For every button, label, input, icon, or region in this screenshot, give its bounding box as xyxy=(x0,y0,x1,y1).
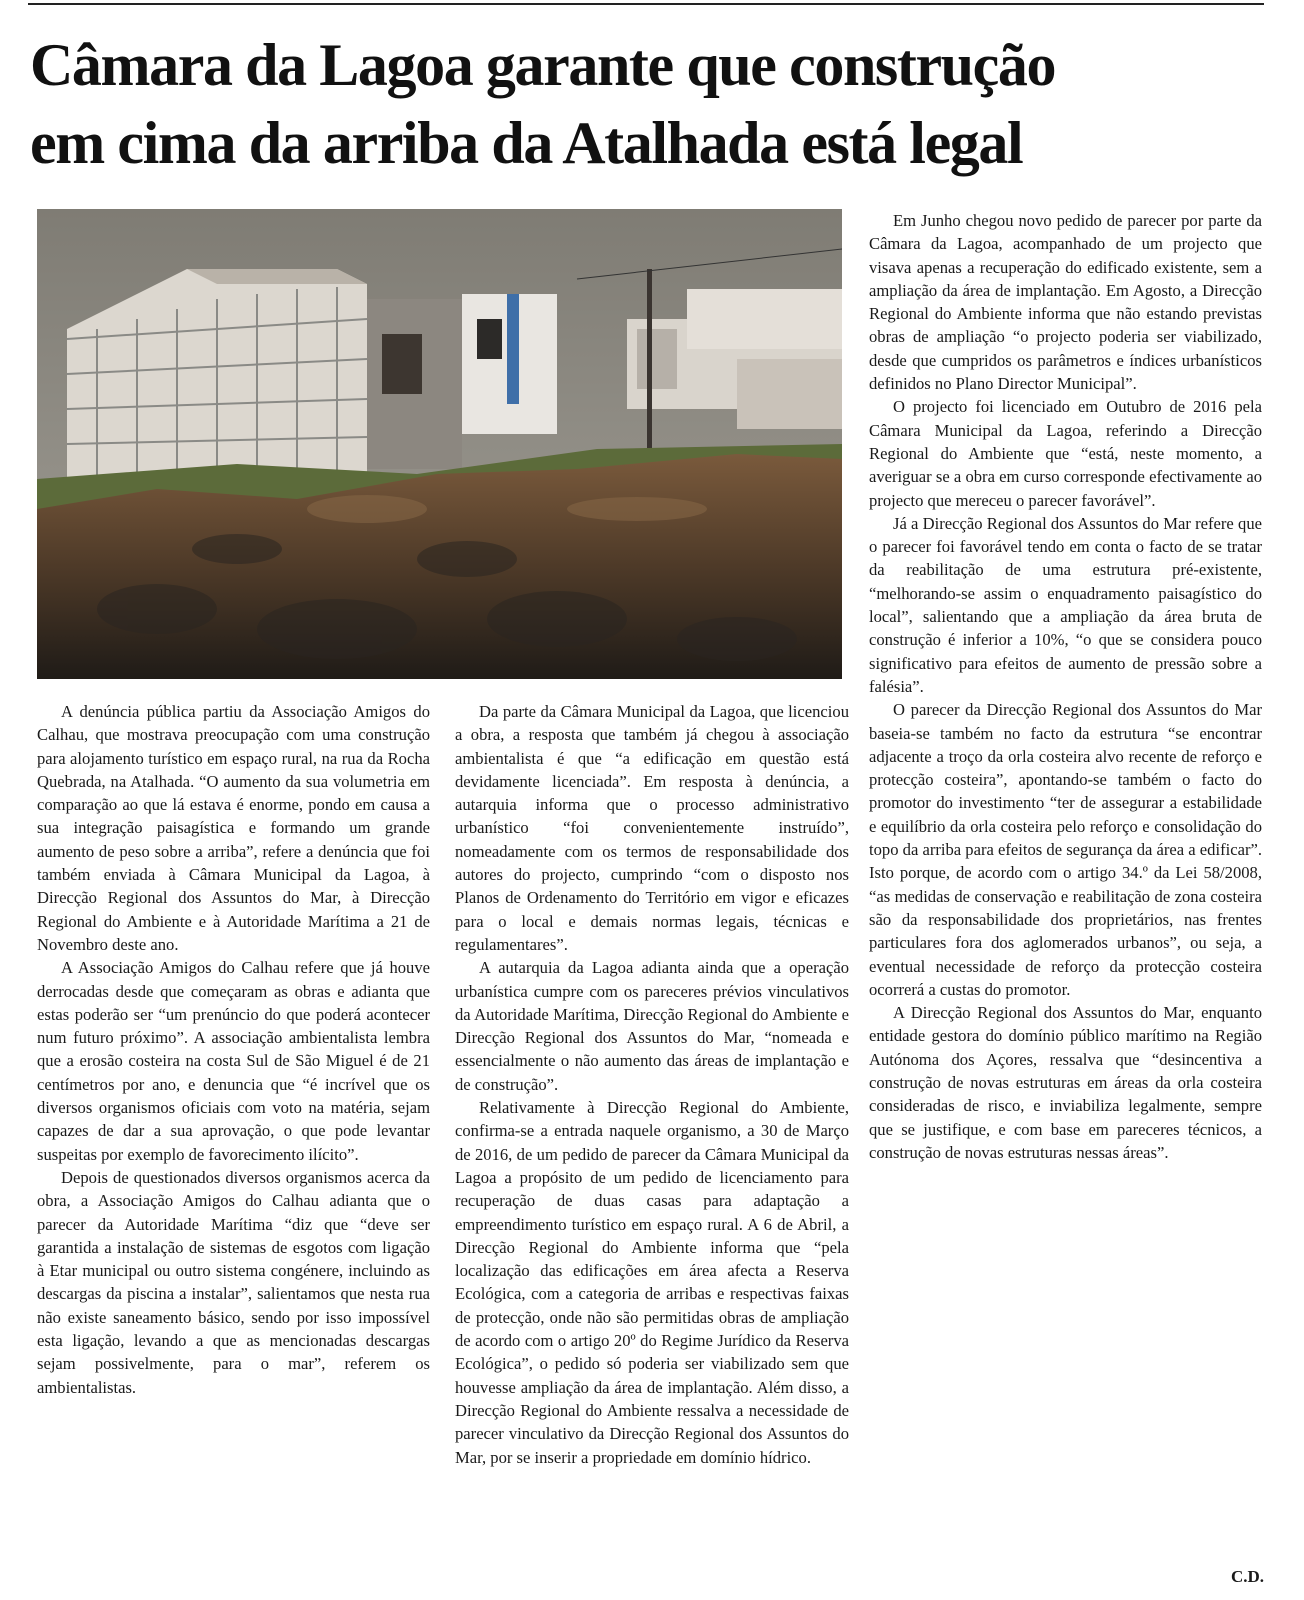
paragraph-3: Depois de questionados diversos organismos acerca da obra, a Associação Amigos do Calhau adianta que o parecer da Autoridade Marítima “diz que “deve ser garantida a instalação de sistemas de esgotos com ligação à Etar municipal ou outro sistema congénere, incluindo as descargas da piscina a instalar”, salientamos que nesta rua não existe saneamento básico, sendo por isso impossível esta ligação, levando a que as mencionadas descargas sejam possivelmente, para o mar”, referem os ambientalistas. xyxy=(37,1167,430,1397)
top-rule xyxy=(28,3,1264,5)
paragraph-9: Já a Direcção Regional dos Assuntos do Mar refere que o parecer foi favorável tendo em conta o facto de se tratar da reabilitação de uma estrutura pré-existente, “melhorando-se assim o enquadramento paisagístico do local”, salientando que a ampliação da área bruta de construção é inferior a 10%, “o que se considera pouco significativo para efeitos de aumento de pressão sobre a falésia”. xyxy=(869,513,1262,696)
headline-line-2: em cima da arriba da Atalhada está legal xyxy=(30,110,1023,176)
headline xyxy=(30,26,1270,182)
paragraph-7: Em Junho chegou novo pedido de parecer por parte da Câmara da Lagoa, acompanhado de um projecto que visava apenas a recuperação do edificado existente, sem a ampliação da área de implantação. Em Agosto, a Direcção Regional do Ambiente informa que não estando previstas obras de ampliação “o projecto poderia ser viabilizado, desde que cumpridos os parâmetros e índices urbanísticos definidos no Plano Director Municipal”. xyxy=(869,211,1262,394)
paragraph-1: A denúncia pública partiu da Associação Amigos do Calhau, que mostrava preocupação com uma construção para alojamento turístico em espaço rural, na rua da Rocha Quebrada, na Atalhada. “O aumento da sua volumetria em comparação ao que lá estava é enorme, pondo em causa a sua integração paisagística e formando um grande aumento de peso sobre a arriba”, refere a denúncia que foi também enviada à Câmara Municipal da Lagoa, à Direcção Regional dos Assuntos do Mar, à Direcção Regional do Ambiente e à Autoridade Marítima a 21 de Novembro deste ano. xyxy=(37,702,430,954)
paragraph-10: O parecer da Direcção Regional dos Assuntos do Mar baseia-se também no facto da estrutura “se encontrar adjacente a troço da orla costeira alvo recente de reforço e protecção costeira”, apontando-se também o facto do promotor do investimento “ter de assegurar a estabilidade e equilíbrio da orla costeira pelo reforço e consolidação do topo da arriba para efeitos de segurança da área a edificar”. Isto porque, de acordo com o artigo 34.º da Lei 58/2008, “as medidas de conservação e reabilitação de zona costeira são da responsabilidade dos proprietários, nas frentes particulares fora dos aglomerados urbanos”, ou seja, a eventual necessidade de reforço da protecção costeira ocorrerá a custas do promotor. xyxy=(869,700,1262,999)
house-on-cliff-photo xyxy=(37,209,842,679)
paragraph-6: Relativamente à Direcção Regional do Ambiente, confirma-se a entrada naquele organismo, a 30 de Março de 2016, de um pedido de parecer da Câmara Municipal da Lagoa a propósito de um pedido de licenciamento para recuperação de duas casas para adaptação a empreendimento turístico em espaço rural. A 6 de Abril, a Direcção Regional do Ambiente informa que “pela localização das edificações em área afecta a Reserva Ecológica, com a categoria de arribas e respectivas faixas de protecção, onde não são permitidas obras de ampliação de acordo com o artigo 20º do Regime Jurídico da Reserva Ecológica”, o pedido só poderia ser viabilizado sem que houvesse ampliação da área de implantação. Além disso, a Direcção Regional do Ambiente ressalva a necessidade de parecer vinculativo da Direcção Regional dos Assuntos do Mar, por se inserir a propriedade em domínio hídrico. xyxy=(455,1098,849,1467)
text-column-2 xyxy=(455,700,849,1469)
paragraph-4: Da parte da Câmara Municipal da Lagoa, que licenciou a obra, a resposta que também já chegou à associação ambientalista é que “a edificação em questão está devidamente licenciada”. Em resposta à denúncia, a autarquia informa que o processo administrativo urbanístico “foi convenientemente instruído”, nomeadamente com os termos de responsabilidade dos autores do projecto, cumprindo “com o disposto nos Planos de Ordenamento do Território em vigor e eficazes para o local e demais normas legais, técnicas e regulamentares”. xyxy=(455,702,849,954)
byline: C.D. xyxy=(1230,1567,1264,1586)
paragraph-2: A Associação Amigos do Calhau refere que já houve derrocadas desde que começaram as obras e adianta que estas poderão ser “um prenúncio do que poderá acontecer num futuro próximo”. A associação ambientalista lembra que a erosão costeira na costa Sul de São Miguel é de 21 centímetros por ano, e denuncia que “é incrível que os diversos organismos oficiais com voto na matéria, sejam capazes de dar a sua aprovação, o que pode levantar suspeitas por exemplo de favorecimento ilícito”. xyxy=(37,958,430,1164)
headline-line-1: Câmara da Lagoa garante que construção xyxy=(30,32,1056,98)
paragraph-8: O projecto foi licenciado em Outubro de 2016 pela Câmara Municipal da Lagoa, referindo a Direcção Regional do Ambiente que “está, neste momento, a averiguar se a obra em curso corresponde efectivamente ao projecto que mereceu o parecer favorável”. xyxy=(869,397,1262,510)
paragraph-5: A autarquia da Lagoa adianta ainda que a operação urbanística cumpre com os pareceres prévios vinculativos da Autoridade Marítima, Direcção Regional do Ambiente e Direcção Regional dos Assuntos do Mar, “nomeada e essencialmente o não aumento das áreas de implantação e de construção”. xyxy=(455,958,849,1094)
text-column-1 xyxy=(37,700,430,1399)
paragraph-11: A Direcção Regional dos Assuntos do Mar, enquanto entidade gestora do domínio público marítimo na Região Autónoma dos Açores, ressalva que “desincentiva a construção de novas estruturas em áreas da orla costeira consideradas de risco, e inviabiliza legalmente, sempre que se justifique, e com base em pareceres técnicos, a construção de novas estruturas nessas áreas”. xyxy=(869,1003,1262,1162)
text-column-3 xyxy=(869,209,1262,1164)
